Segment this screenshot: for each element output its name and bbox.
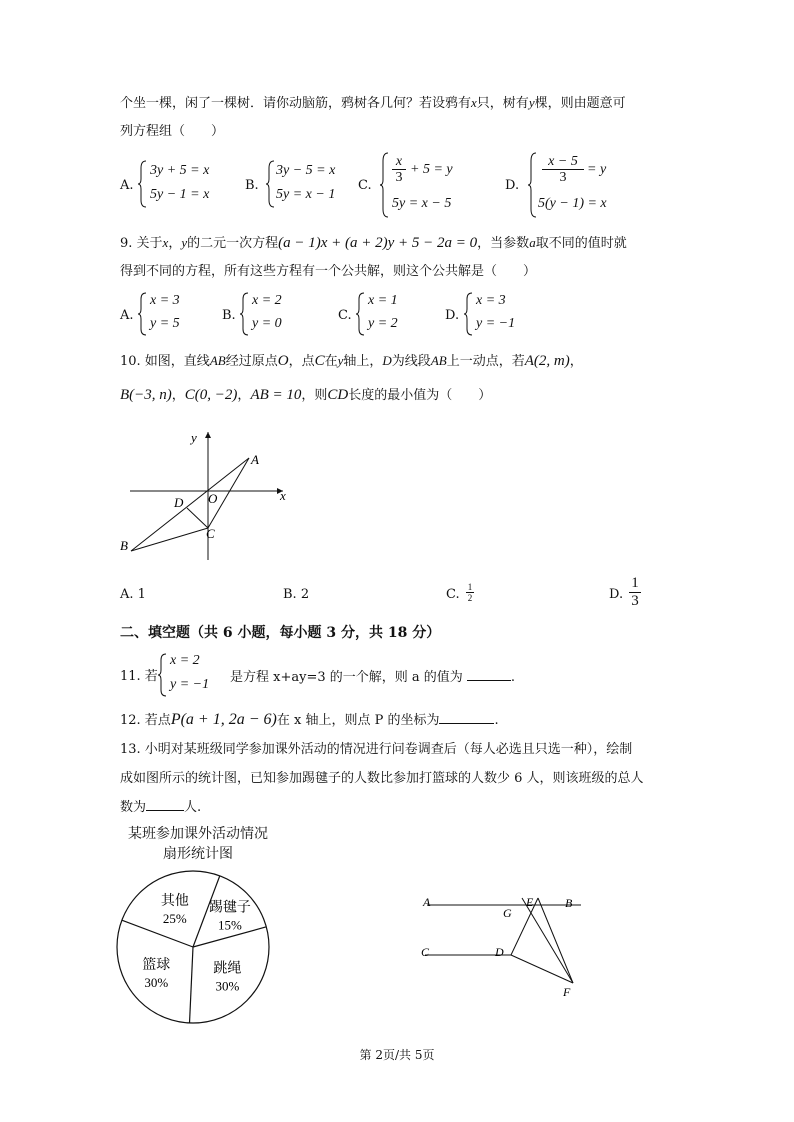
label-c: C — [206, 526, 215, 541]
segment-dc — [187, 508, 208, 528]
q13-line1: 13. 小明对某班级同学参加课外活动的情况进行问卷调查后（每人必选且只选一种），绘制 — [120, 742, 633, 757]
pie-slice-label-3: 其他 — [160, 893, 189, 909]
label-o: O — [208, 491, 218, 506]
q9-option-d-eq2: y = −1 — [476, 316, 516, 331]
pie-slice-label-1: 跳绳 — [213, 961, 242, 977]
line-de — [511, 898, 538, 955]
q10-option-b: B. 2 — [283, 587, 310, 602]
q13-line3: 数为 人. — [120, 800, 202, 815]
q9-option-b-label: B. — [222, 308, 236, 323]
q8-option-c-eq1-rest: + 5 = y — [410, 162, 453, 177]
label-y: y — [191, 430, 197, 445]
label-d: D — [174, 495, 184, 510]
q10-option-a: A. 1 — [120, 587, 146, 602]
q9-option-a-eq1: x = 3 — [150, 293, 180, 308]
pie-chart-subtitle: 扇形统计图 — [163, 846, 233, 862]
q9-option-d-label: D. — [445, 308, 460, 323]
q8-option-b-brace — [266, 160, 276, 208]
fig2-label-d: D — [495, 945, 504, 959]
q11-brace — [158, 653, 168, 697]
q8-line1: 个坐一棵，闲了一棵树．请你动脑筋，鸦树各几何？若设鸦有x只，树有y棵，则由题意可 — [120, 95, 626, 111]
fig2-label-f: F — [563, 985, 571, 999]
pie-slice-value-2: 30% — [144, 975, 169, 991]
q8-option-d-brace — [528, 152, 538, 218]
q8-option-d-eq1-rest: = y — [587, 162, 607, 177]
fig2-label-b: B — [565, 896, 573, 910]
fig2-label-c: C — [421, 945, 430, 959]
q8-option-c-brace — [380, 152, 390, 218]
q9-option-c-eq1: x = 1 — [368, 293, 398, 308]
q8-option-c-eq2: 5y = x − 5 — [392, 196, 452, 211]
q10-line2: B(−3, n)，C(0, −2)，AB = 10，则CD长度的最小值为（ ） — [120, 387, 492, 403]
pie-slice-label-0: 踢毽子 — [208, 900, 251, 916]
q11-answer-blank — [467, 668, 511, 681]
pie-chart-title: 某班参加课外活动情况 — [128, 826, 268, 842]
fig2-label-e: E — [526, 895, 534, 909]
q8-line2: 列方程组（ ） — [120, 124, 225, 139]
pie-slice-label-2: 篮球 — [142, 958, 171, 974]
q11-prefix: 11. 若 — [120, 669, 158, 684]
line-ef — [538, 898, 573, 983]
parallel-lines-figure — [415, 888, 595, 1000]
q9-option-d-eq1: x = 3 — [476, 293, 506, 308]
q9-option-b-eq1: x = 2 — [252, 293, 282, 308]
q10-line1: 10. 如图，直线AB经过原点O，点C在y轴上，D为线段AB上一动点，若A(2, m)， — [120, 353, 583, 369]
q9-line2: 得到不同的方程，所有这些方程有一个公共解，则这个公共解是（ ） — [120, 264, 537, 279]
q11-eq1: x = 2 — [170, 653, 200, 668]
page-footer: 第 2页/共 5页 — [359, 1048, 435, 1062]
pie-slice-value-1: 30% — [215, 978, 240, 994]
q8-option-b-eq2: 5y = x − 1 — [276, 187, 336, 202]
q12-line: 12. 若点P(a + 1, 2a − 6)在 x 轴上，则点 P 的坐标为 . — [120, 711, 499, 728]
q8-option-c-label: C. — [358, 178, 372, 193]
q10-option-c-fraction: 1 2 — [467, 582, 473, 603]
q9-option-d-brace — [464, 292, 474, 336]
q9-option-c-eq2: y = 2 — [368, 316, 398, 331]
q10-figure — [115, 420, 305, 570]
q10-option-d-label: D. — [609, 587, 624, 602]
pie-chart — [115, 862, 285, 1032]
label-b: B — [120, 538, 128, 553]
q13-line2: 成如图所示的统计图，已知参加踢毽子的人数比参加打篮球的人数少 6 人，则该班级的总人 — [120, 771, 644, 786]
q9-option-a-brace — [138, 292, 148, 336]
q9-option-a-eq2: y = 5 — [150, 316, 180, 331]
label-x: x — [280, 488, 286, 503]
q10-option-d-fraction: 1 3 — [629, 575, 641, 610]
segment-bc — [131, 528, 208, 551]
section-title: 二、填空题（共 6 小题，每小题 3 分，共 18 分） — [120, 625, 441, 641]
fig2-label-a: A — [423, 895, 431, 909]
q8-option-d-label: D. — [505, 178, 520, 193]
q9-option-c-label: C. — [338, 308, 352, 323]
q8-option-a-eq2: 5y − 1 = x — [150, 187, 210, 202]
q8-option-d-eq2: 5(y − 1) = x — [538, 196, 607, 211]
q12-answer-blank — [439, 711, 494, 724]
q8-option-a-label: A. — [120, 178, 134, 193]
q11-eq2: y = −1 — [170, 677, 210, 692]
label-a: A — [251, 452, 259, 467]
line-gf — [522, 898, 573, 983]
q11-text: 是方程 x+ay=3 的一个解，则 a 的值为 . — [230, 670, 516, 685]
q8-option-d-fraction: x − 5 3 — [542, 154, 584, 185]
q8-option-b-eq1: 3y − 5 = x — [276, 163, 336, 178]
q10-option-c-label: C. — [446, 587, 460, 602]
q9-option-c-brace — [356, 292, 366, 336]
q9-option-a-label: A. — [120, 308, 134, 323]
q8-option-a-brace — [138, 160, 148, 208]
q13-answer-blank — [146, 798, 184, 811]
q8-option-c-fraction: x 3 — [392, 154, 406, 185]
q9-option-b-eq2: y = 0 — [252, 316, 282, 331]
pie-slice-value-3: 25% — [162, 910, 187, 926]
fig2-label-g: G — [503, 906, 512, 920]
q8-option-b-label: B. — [245, 178, 259, 193]
line-ab — [131, 458, 249, 551]
q9-option-b-brace — [240, 292, 250, 336]
q8-option-a-eq1: 3y + 5 = x — [150, 163, 210, 178]
pie-chart-title-block — [118, 824, 278, 864]
q9-line1: 9. 关于x，y的二元一次方程(a − 1)x + (a + 2)y + 5 − 2a = 0，当参数a取不同的值时就 — [120, 235, 627, 251]
pie-slice-value-0: 15% — [218, 917, 242, 933]
